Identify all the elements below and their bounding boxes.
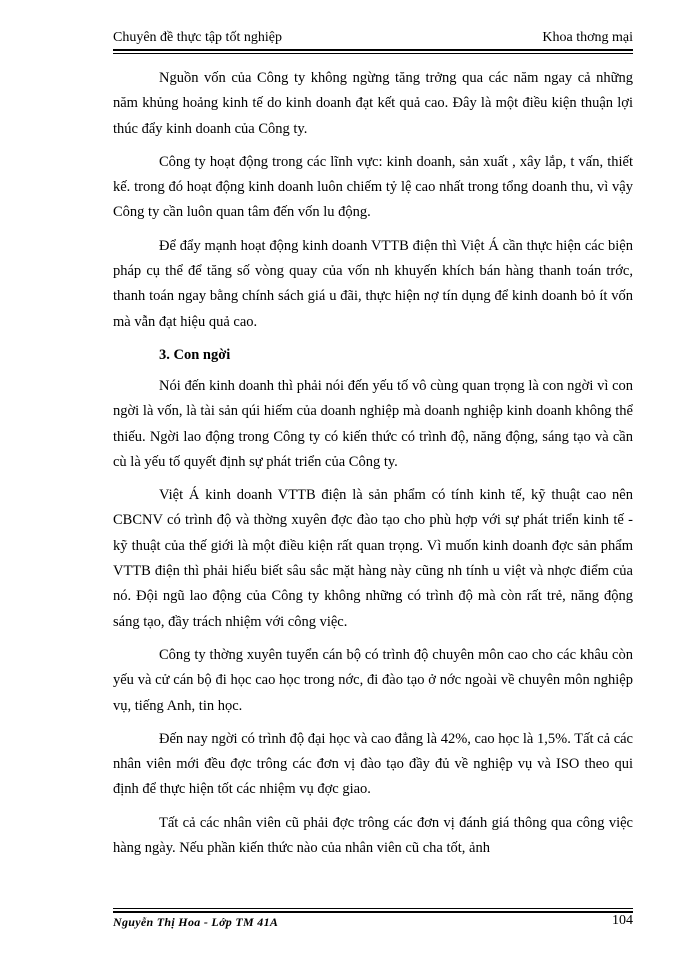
paragraph: Công ty thờng xuyên tuyển cán bộ có trình độ chuyên môn cao cho các khâu còn yếu và cử cán bộ đi học cao học trong nớc, đi đào tạo ở nớc ngoài về chuyên môn nghiệp vụ, tiếng Anh, tin học. xyxy=(113,646,633,714)
page-number: 104 xyxy=(612,913,633,928)
page-header xyxy=(113,26,633,50)
header-rule-thin xyxy=(113,53,633,54)
paragraph: Tất cả các nhân viên cũ phải đợc trông các đơn vị đánh giá thông qua công việc hàng ngày. Nếu phần kiến thức nào của nhân viên cũ cha tốt, ảnh xyxy=(113,814,633,857)
document-body xyxy=(113,66,633,869)
footer-rule-thin xyxy=(113,908,633,909)
footer-rule xyxy=(113,911,633,913)
section-heading: 3. Con ngời xyxy=(159,346,231,363)
page-footer xyxy=(113,905,633,935)
paragraph: Nguồn vốn của Công ty không ngừng tăng trởng qua các năm ngay cả những năm khủng hoảng kinh tế do kinh doanh đạt kết quả cao. Đây là một điều kiện thuận lợi thúc đẩy kinh doanh của Công ty. xyxy=(113,70,633,137)
paragraph: Công ty hoạt động trong các lĩnh vực: kinh doanh, sản xuất , xây lắp, t vấn, thiết kế. trong đó hoạt động kinh doanh luôn chiếm tỷ lệ cao nhất trong tổng doanh thu, vì vậy Công ty cần luôn quan tâm đến vốn lu động. xyxy=(113,153,633,221)
footer-author: Nguyễn Thị Hoa - Lớp TM 41A xyxy=(113,915,279,929)
paragraph: Để đẩy mạnh hoạt động kinh doanh VTTB điện thì Việt Á cần thực hiện các biện pháp cụ thể để tăng số vòng quay của vốn nh khuyến khích bán hàng thanh toán trớc, thanh toán ngay bằng chính sách giá u đãi, thực hiện nợ tín dụng để kinh doanh bỏ ít vốn mà vẫn đạt hiệu quả cao. xyxy=(113,237,633,330)
paragraph: Việt Á kinh doanh VTTB điện là sản phẩm có tính kinh tế, kỹ thuật cao nên CBCNV có trình độ và thờng xuyên đợc đào tạo cho phù hợp với sự phát triển kinh tế - kỹ thuật của thế giới là một điều kiện rất quan trọng. Vì muốn kinh doanh đợc sản phẩm VTTB điện thì phải hiểu biết sâu sắc mặt hàng này cũng nh tính u việt và nhợc điểm của nó. Đội ngũ lao động của Công ty không những có trình độ mà còn rất trẻ, năng động sáng tạo, đầy trách nhiệm với công việc. xyxy=(113,487,633,630)
header-title: Chuyên đề thực tập tốt nghiệp xyxy=(113,30,282,45)
paragraph: Nói đến kinh doanh thì phải nói đến yếu tố vô cùng quan trọng là con ngời vì con ngời là vốn, là tài sản qúi hiếm của doanh nghiệp mà doanh nghiệp kinh doanh không thể thiếu. Ngời lao động trong Công ty có kiến thức có trình độ, năng động, sáng tạo và cần cù là yếu tố quyết định sự phát triển của Công ty. xyxy=(113,377,633,470)
paragraph: Đến nay ngời có trình độ đại học và cao đẳng là 42%, cao học là 1,5%. Tất cả các nhân viên mới đều đợc trông các đơn vị đào tạo đầy đủ về nghiệp vụ và ISO theo qui định để thực hiện tốt các nhiệm vụ đợc giao. xyxy=(113,730,633,798)
header-department: Khoa thơng mại xyxy=(542,30,633,45)
header-rule xyxy=(113,49,633,51)
